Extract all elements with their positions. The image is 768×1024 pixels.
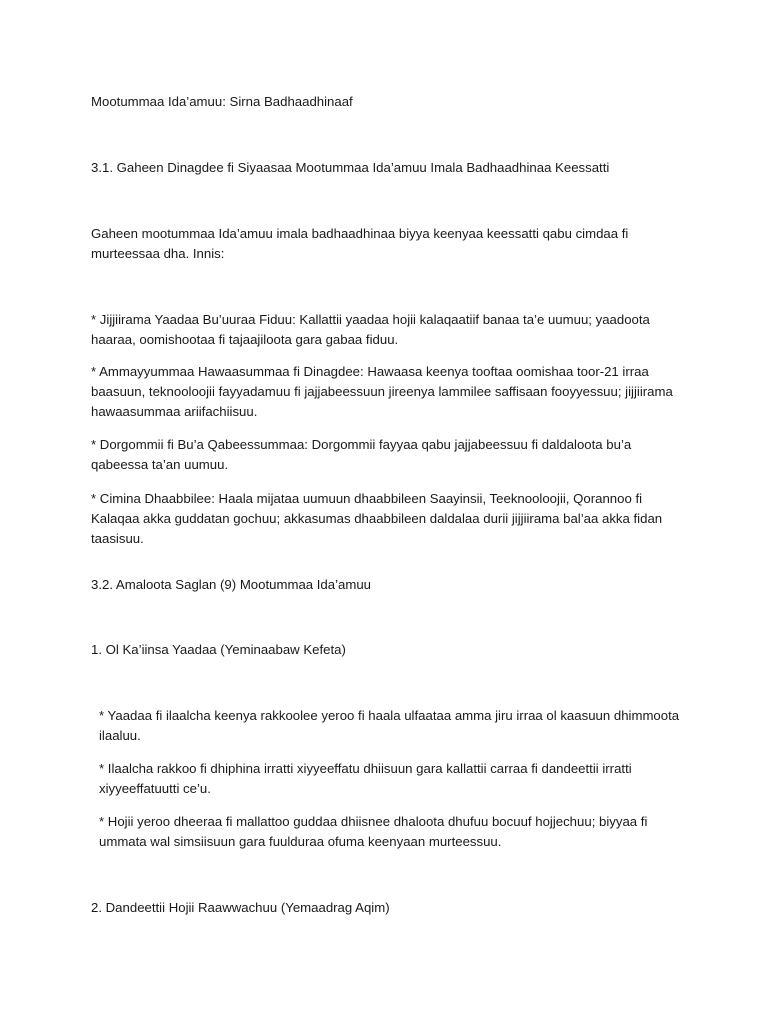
bullet-item: * Hojii yeroo dheeraa fi mallattoo guddaa dhiisnee dhaloota dhufuu bocuuf hojjechuu; biyyaa fi ummata wal simsiisuun gara fuulduraa ofuma keenyaan murteessuu. xyxy=(99,814,648,849)
section-heading-3-1: 3.1. Gaheen Dinagdee fi Siyaasaa Mootummaa Ida’amuu Imala Badhaadhinaa Keessatti xyxy=(91,160,610,175)
section-intro-paragraph: Gaheen mootummaa Ida’amuu imala badhaadhinaa biyya keenyaa keessatti qabu cimdaa fi murteessaa dha. Innis: xyxy=(91,226,629,261)
bullet-item: * Ilaalcha rakkoo fi dhiphina irratti xiyyeeffatu dhiisuun gara kallattii carraa fi dandeettii irratti xiyyeeffatuutti ce’u. xyxy=(99,761,632,796)
document-title: Mootummaa Ida’amuu: Sirna Badhaadhinaaf xyxy=(91,94,353,109)
bullet-item: * Dorgommii fi Bu’a Qabeessummaa: Dorgommii fayyaa qabu jajjabeessuu fi daldaloota bu’a qabeessa ta’an uumuu. xyxy=(91,437,632,472)
bullet-item: * Yaadaa fi ilaalcha keenya rakkoolee yeroo fi haala ulfaataa amma jiru irraa ol kaasuun dhimmoota ilaaluu. xyxy=(99,708,680,743)
subheading-item-1: 1. Ol Ka’iinsa Yaadaa (Yeminaabaw Kefeta) xyxy=(91,642,346,657)
subheading-item-2: 2. Dandeettii Hojii Raawwachuu (Yemaadrag Aqim) xyxy=(91,900,390,915)
bullet-item: * Ammayyummaa Hawaasummaa fi Dinagdee: Hawaasa keenya tooftaa oomishaa toor-21 irraa baasuun, teknooloojii fayyadamuu fi jajjabeessuun jireenya lammilee saffisaan fooyyessuu; jijjiirama hawaasummaa ariifachiisuu. xyxy=(91,364,673,419)
bullet-item: * Jijjiirama Yaadaa Bu’uuraa Fiduu: Kallattii yaadaa hojii kalaqaatiif banaa ta’e uumuu; yaadoota haaraa, oomishootaa fi tajaajiloota gara gabaa fiduu. xyxy=(91,312,650,347)
section-heading-3-2: 3.2. Amaloota Saglan (9) Mootummaa Ida’amuu xyxy=(91,577,372,592)
bullet-item: * Cimina Dhaabbilee: Haala mijataa uumuun dhaabbileen Saayinsii, Teeknooloojii, Qorannoo fi Kalaqaa akka guddatan gochuu; akkasumas dhaabbileen daldalaa durii jijjiirama bal’aa akka fidan taasisuu. xyxy=(91,491,663,546)
